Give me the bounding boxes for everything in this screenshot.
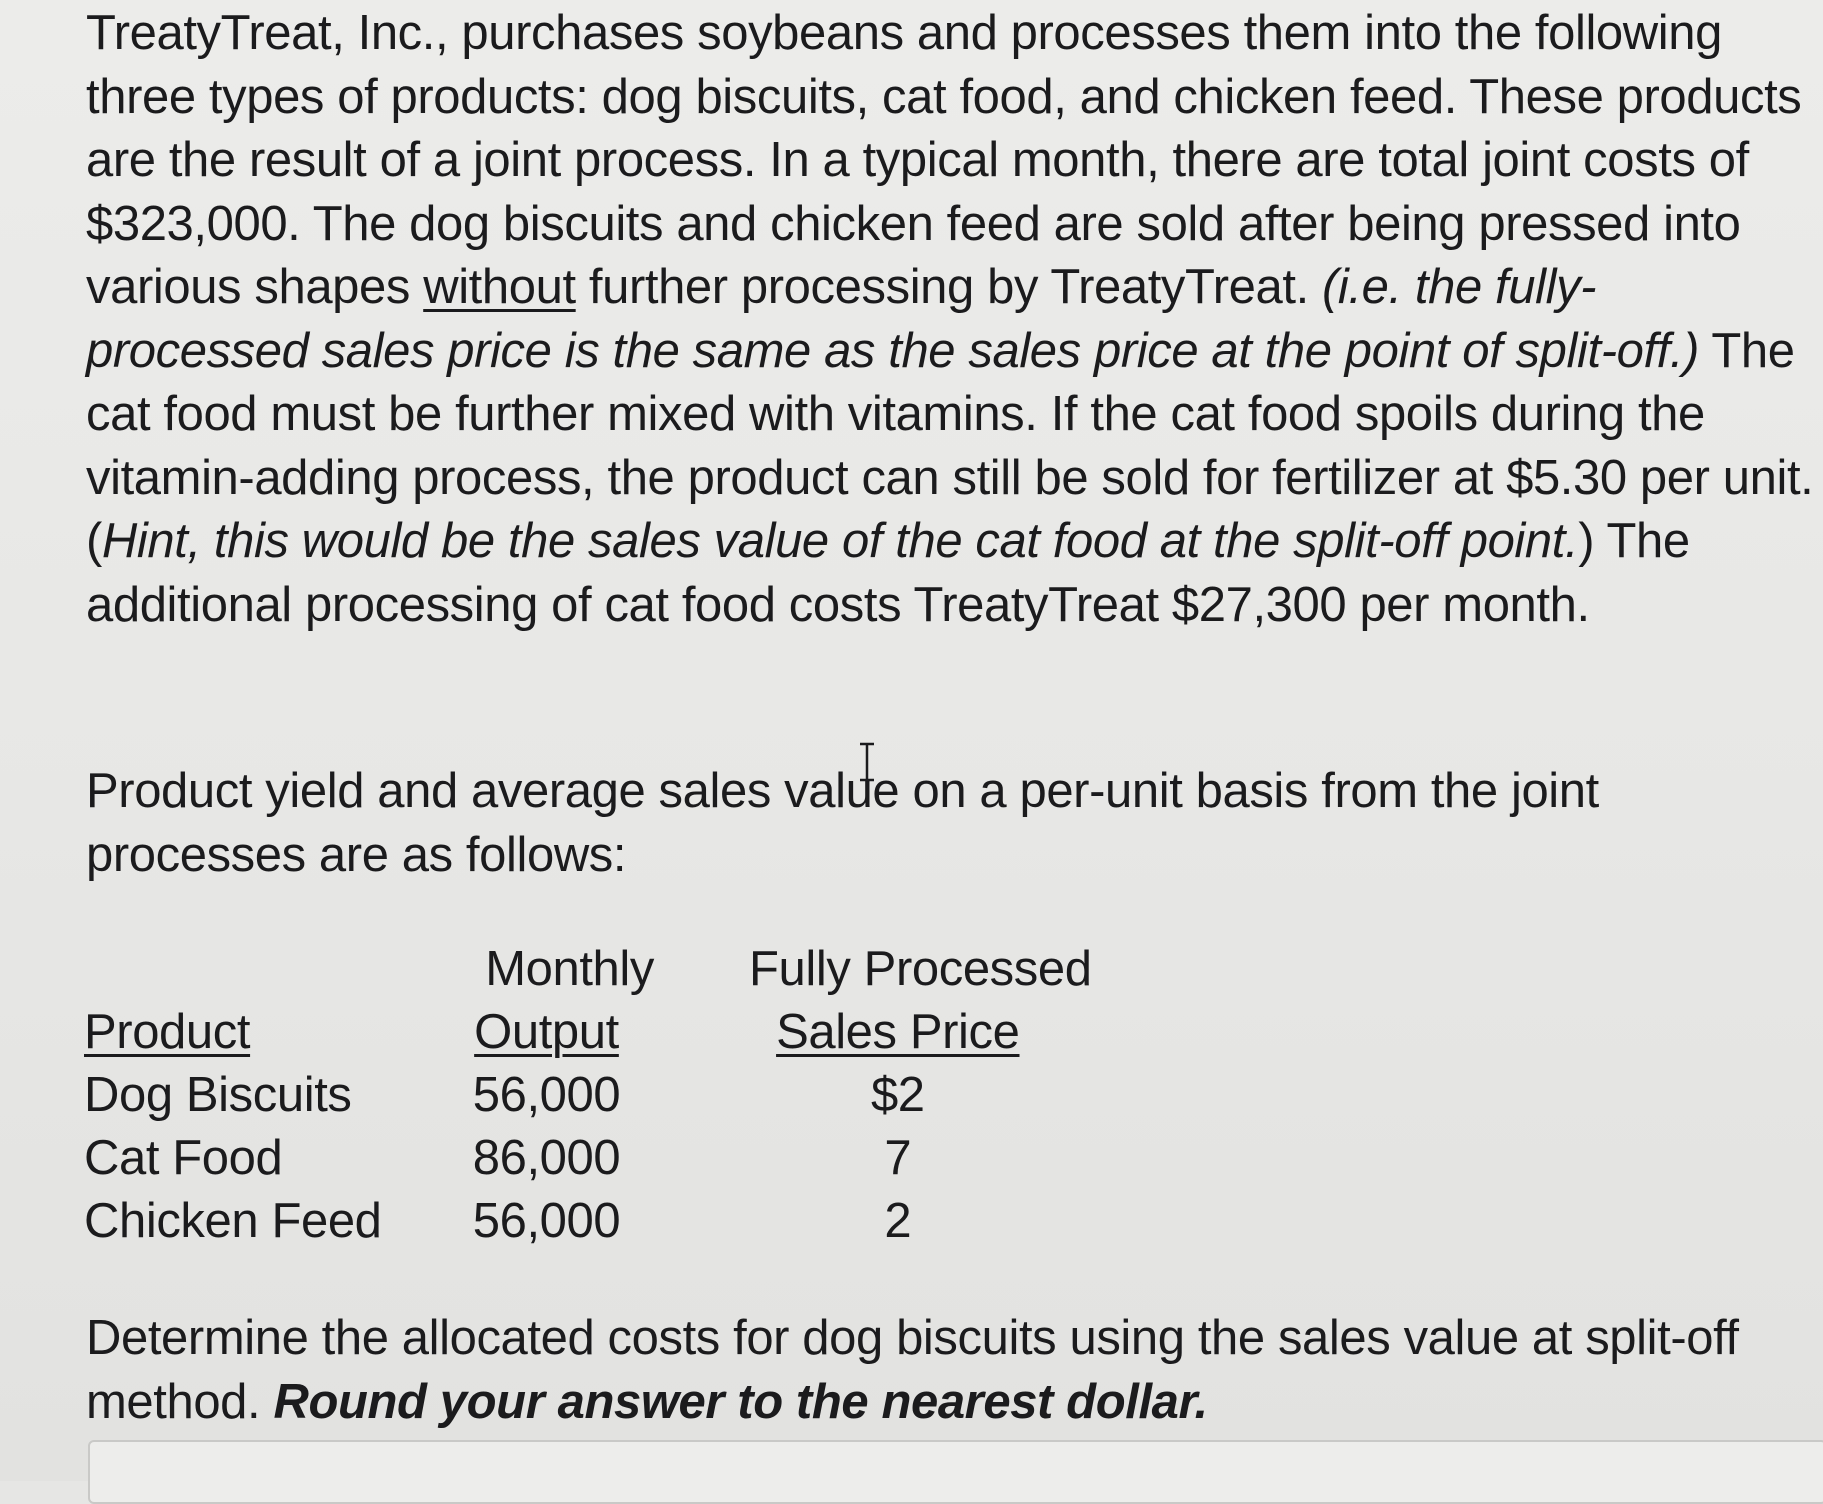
row-price: $2: [870, 1068, 925, 1122]
table-row: [84, 1064, 1092, 1127]
row-output: 86,000: [472, 1131, 621, 1185]
problem-italic-note: (i.e. the fully-processed sales price is the same as the sales price at the point of split-off.): [86, 260, 1700, 378]
problem-text-c: The cat food must be further mixed with vitamins. If the cat food spoils during the vitamin-adding process, the product can still be sold for fertilizer at $5.30 per unit. (: [86, 323, 1814, 568]
table-row: [84, 1190, 1092, 1253]
table-row: [84, 1127, 1092, 1190]
row-product: Cat Food: [84, 1131, 283, 1185]
header-output: Output: [474, 1005, 619, 1059]
row-product: Dog Biscuits: [84, 1068, 352, 1122]
table-header: [84, 1001, 1092, 1064]
row-output: 56,000: [472, 1194, 621, 1248]
header-sales-price: Sales Price: [776, 1005, 1020, 1059]
header-fully-processed: Fully Processed: [749, 942, 1092, 996]
problem-text-d: ) The additional processing of cat food costs TreatyTreat $27,300 per month.: [86, 514, 1690, 632]
product-yield-table: [84, 938, 1092, 1253]
table-header-top: [84, 938, 1092, 1001]
row-output: 56,000: [472, 1068, 621, 1122]
row-price: 2: [884, 1194, 912, 1248]
answer-input[interactable]: [88, 1440, 1823, 1504]
row-price: 7: [884, 1131, 912, 1185]
text-cursor-icon: [858, 742, 876, 782]
problem-text-b: further processing by TreatyTreat.: [575, 260, 1322, 314]
problem-text-a: TreatyTreat, Inc., purchases soybeans and processes them into the following three types of products: dog biscuits, cat food, and chicken feed. These products are the result of a joint process. In a typical month, there are total joint costs of $323,000. The dog biscuits and chicken feed are sold after being pressed into various shapes: [86, 6, 1802, 314]
problem-paragraph: [86, 2, 1816, 637]
underlined-word: without: [423, 260, 576, 314]
problem-hint: Hint, this would be the sales value of the cat food at the split-off point.: [101, 514, 1579, 568]
question-text: Determine the allocated costs for dog biscuits using the sales value at split-off method.: [86, 1311, 1739, 1429]
question-prompt: [86, 1307, 1811, 1434]
header-product: Product: [84, 1005, 251, 1059]
header-monthly: Monthly: [485, 942, 654, 996]
table-intro: Product yield and average sales value on a per-unit basis from the joint processes are as follows:: [86, 764, 1599, 882]
row-product: Chicken Feed: [84, 1194, 382, 1248]
rounding-instruction: Round your answer to the nearest dollar.: [273, 1374, 1208, 1429]
